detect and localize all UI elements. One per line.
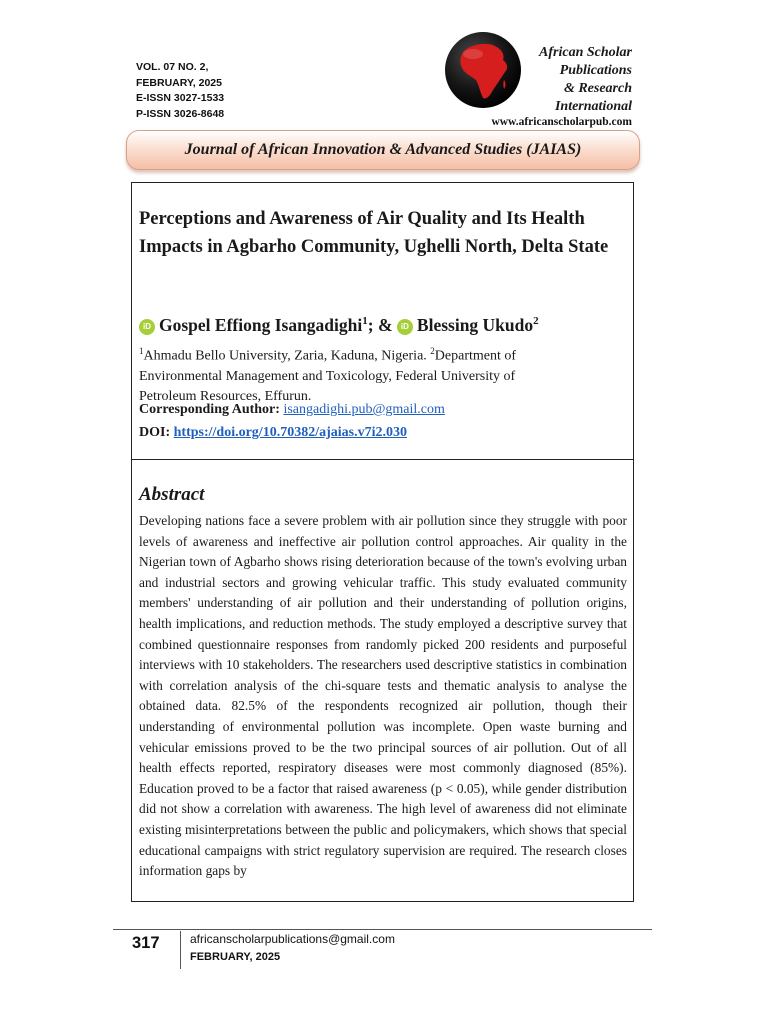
article-info-box: [131, 182, 634, 460]
affiliation-text: Ahmadu Bello University, Zaria, Kaduna, Nigeria.: [143, 348, 431, 364]
footer-vertical-divider: [180, 931, 181, 969]
footer-date: FEBRUARY, 2025: [190, 951, 281, 963]
doi-label: DOI:: [139, 425, 171, 440]
publisher-line: & Research: [563, 81, 632, 96]
author-list: [139, 315, 539, 336]
article-title: Perceptions and Awareness of Air Quality and Its Health Impacts in Agbarho Community, Ughelli North, Delta State: [139, 209, 609, 257]
journal-title: Journal of African Innovation & Advanced Studies (JAIAS): [184, 141, 582, 158]
publisher-name: [539, 44, 632, 116]
journal-metadata: [136, 60, 224, 122]
doi-row: [139, 425, 407, 441]
author-name: Blessing Ukudo: [416, 315, 534, 335]
author-affiliation-mark: 2: [533, 315, 539, 328]
author-separator: ; &: [367, 315, 393, 335]
affiliations: [139, 341, 559, 407]
orcid-icon[interactable]: iD: [397, 319, 413, 335]
publisher-line: Publications: [559, 63, 632, 78]
affiliation-mark: 1: [139, 346, 144, 356]
corresponding-author: [139, 402, 445, 418]
corresponding-email-link[interactable]: isangadighi.pub@gmail.com: [283, 402, 445, 417]
page-number: 317: [132, 934, 160, 952]
issue-date: FEBRUARY, 2025: [136, 76, 222, 89]
author-affiliation-mark: 1: [362, 315, 368, 328]
affiliation-text: Department of Environmental Management and Toxicology, Federal University of Petroleum Resources, Effurun.: [139, 348, 517, 404]
affiliation-mark: 2: [430, 346, 435, 356]
eissn-text: E-ISSN 3027-1533: [136, 92, 225, 104]
volume-text: VOL. 07 NO. 2,: [136, 61, 209, 73]
publisher-line: African Scholar: [539, 45, 632, 60]
publisher-website[interactable]: www.africanscholarpub.com: [491, 116, 632, 128]
author-name: Gospel Effiong Isangadighi: [159, 315, 363, 335]
abstract-text: Developing nations face a severe problem with air pollution since they struggle with poor levels of awareness and ineffective air pollution control approaches. Air quality in the Nigerian town of Agbarho shows rising deterioration because of the town's evolving urban and industrial sectors and growing vehicular traffic. This study evaluated community members' understanding of air pollution and their understanding of pollution origins, health implications, and reduction methods. The study employed a descriptive survey that combined questionnaire responses from randomly picked 200 residents and purposeful interviews with 10 stakeholders. The researchers used descriptive statistics in combination with correlation analysis of the chi-square tests and thematic analysis to analyse the obtained data. 82.5% of the respondents recognized air pollution, though their understanding of environmental pollution was incomplete. Open waste burning and vehicular emissions proved to be the two principal sources of air pollution. Out of all health effects reported, respiratory diseases were most commonly diagnosed (85%). Education proved to be a factor that raised awareness (p < 0.05), while gender distribution did not show a correlation with awareness. The high level of awareness did not eliminate existing misinterpretations between the public and policymakers, which shows that special educational campaigns with strict regulatory supervision are required. The research closes information gaps by: [139, 513, 627, 879]
pissn-text: P-ISSN 3026-8648: [136, 107, 225, 120]
orcid-icon[interactable]: iD: [139, 319, 155, 335]
footer-email[interactable]: africanscholarpublications@gmail.com: [190, 932, 395, 946]
publisher-globe-logo: [443, 30, 523, 110]
doi-link[interactable]: https://doi.org/10.70382/ajaias.v7i2.030: [173, 425, 407, 440]
abstract-box: [131, 459, 634, 902]
footer-divider: [113, 929, 652, 930]
journal-banner: [126, 130, 640, 170]
publisher-line: International: [554, 99, 632, 114]
corresponding-author-label: Corresponding Author:: [139, 402, 280, 417]
abstract-heading: Abstract: [139, 484, 205, 505]
